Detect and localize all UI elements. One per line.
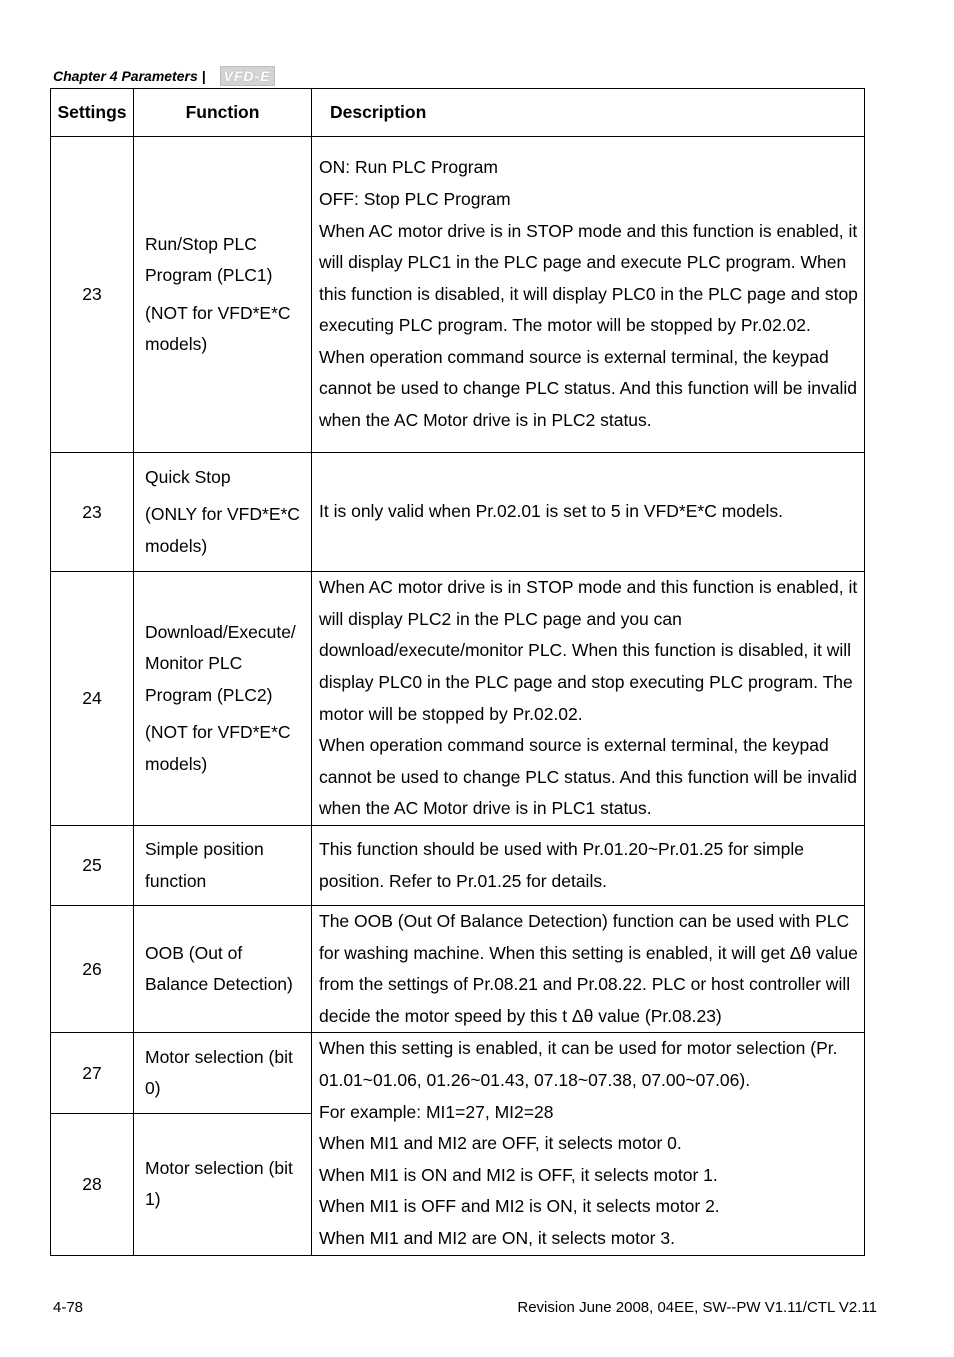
description-paragraph: This function should be used with Pr.01.20~Pr.01.25 for simple position. Refer to Pr.01.25 for details. [319,838,804,891]
description-paragraph: When operation command source is external terminal, the keypad cannot be used to change PLC status. And this function will be invalid when the AC Motor drive is in PLC1 status. [319,735,857,819]
function-text: Motor selection (bit 0) [145,1046,293,1099]
table-row [51,453,865,572]
table-row [51,1033,865,1113]
header-function: Function [134,89,312,137]
function-note: (NOT for VFD*E*C models) [145,722,291,774]
description-line: When MI1 is ON and MI2 is OFF, it selects motor 1. [319,1164,718,1185]
header-settings: Settings [51,89,134,137]
setting-value: 23 [51,453,134,572]
description-line: When MI1 is OFF and MI2 is ON, it selects motor 2. [319,1196,720,1217]
description-cell [312,826,865,906]
function-note: (NOT for VFD*E*C models) [145,302,291,354]
function-cell [134,453,312,572]
table-row [51,826,865,906]
table-row [51,906,865,1033]
description-line: ON: Run PLC Program [319,157,498,178]
table-row [51,572,865,826]
function-cell [134,137,312,453]
vfd-e-logo [220,66,275,86]
description-cell [312,453,865,572]
table-header-row [51,89,865,137]
page-header [53,66,275,86]
setting-value: 24 [51,572,134,826]
header-description: Description [312,89,865,137]
setting-value: 23 [51,137,134,453]
function-text: Motor selection (bit 1) [145,1157,293,1210]
function-cell [134,906,312,1033]
function-text: Simple position function [145,839,264,891]
table-row [51,137,865,453]
description-paragraph: When AC motor drive is in STOP mode and this function is enabled, it will display PLC1 in the PLC page and execute PLC program. When this function is disabled, it will display PLC0 in the PLC page and stop executing PLC program. The motor will be stopped by Pr.02.02. [319,220,858,336]
function-text: Download/Execute/ Monitor PLC Program (PLC2) [145,621,296,705]
description-line: OFF: Stop PLC Program [319,188,511,209]
description-cell [312,1033,865,1255]
function-text: OOB (Out of Balance Detection) [145,942,293,995]
function-cell [134,1033,312,1113]
description-paragraph: When this setting is enabled, it can be used for motor selection (Pr. 01.01~01.06, 01.26~01.43, 07.18~07.38, 07.00~07.06). [319,1038,838,1090]
settings-table [50,88,865,1256]
setting-value: 25 [51,826,134,906]
description-line: For example: MI1=27, MI2=28 [319,1101,554,1122]
function-cell [134,826,312,906]
function-text: Run/Stop PLC Program (PLC1) [145,233,273,285]
setting-value: 27 [51,1033,134,1113]
function-note: (ONLY for VFD*E*C models) [145,504,300,556]
description-paragraph: When operation command source is external terminal, the keypad cannot be used to change PLC status. And this function will be invalid when the AC Motor drive is in PLC2 status. [319,346,857,431]
revision-info: Revision June 2008, 04EE, SW--PW V1.11/CTL V2.11 [517,1299,877,1316]
description-cell [312,906,865,1033]
setting-value: 28 [51,1113,134,1255]
page-number: 4-78 [53,1299,84,1316]
setting-value: 26 [51,906,134,1033]
chapter-title: Chapter 4 Parameters | [53,68,206,84]
description-cell [312,572,865,826]
description-line: When MI1 and MI2 are OFF, it selects motor 0. [319,1133,682,1154]
description-line: When MI1 and MI2 are ON, it selects motor 3. [319,1227,675,1248]
description-cell [312,137,865,453]
function-text: Quick Stop [145,466,231,487]
function-cell [134,1113,312,1255]
description-paragraph: The OOB (Out Of Balance Detection) function can be used with PLC for washing machine. When this setting is enabled, it will get Δθ value from the settings of Pr.08.21 and Pr.08.22. PLC or host controller will decide the motor speed by this t Δθ value (Pr.08.23) [319,911,858,1026]
description-paragraph: It is only valid when Pr.02.01 is set to 5 in VFD*E*C models. [319,501,783,522]
description-paragraph: When AC motor drive is in STOP mode and this function is enabled, it will display PLC2 in the PLC page and you can download/execute/monitor PLC. When this function is disabled, it will display PLC0 in the PLC page and stop executing PLC program. The motor will be stopped by Pr.02.02. [319,577,858,724]
logo-text: VFD-E [223,68,271,84]
function-cell [134,572,312,826]
